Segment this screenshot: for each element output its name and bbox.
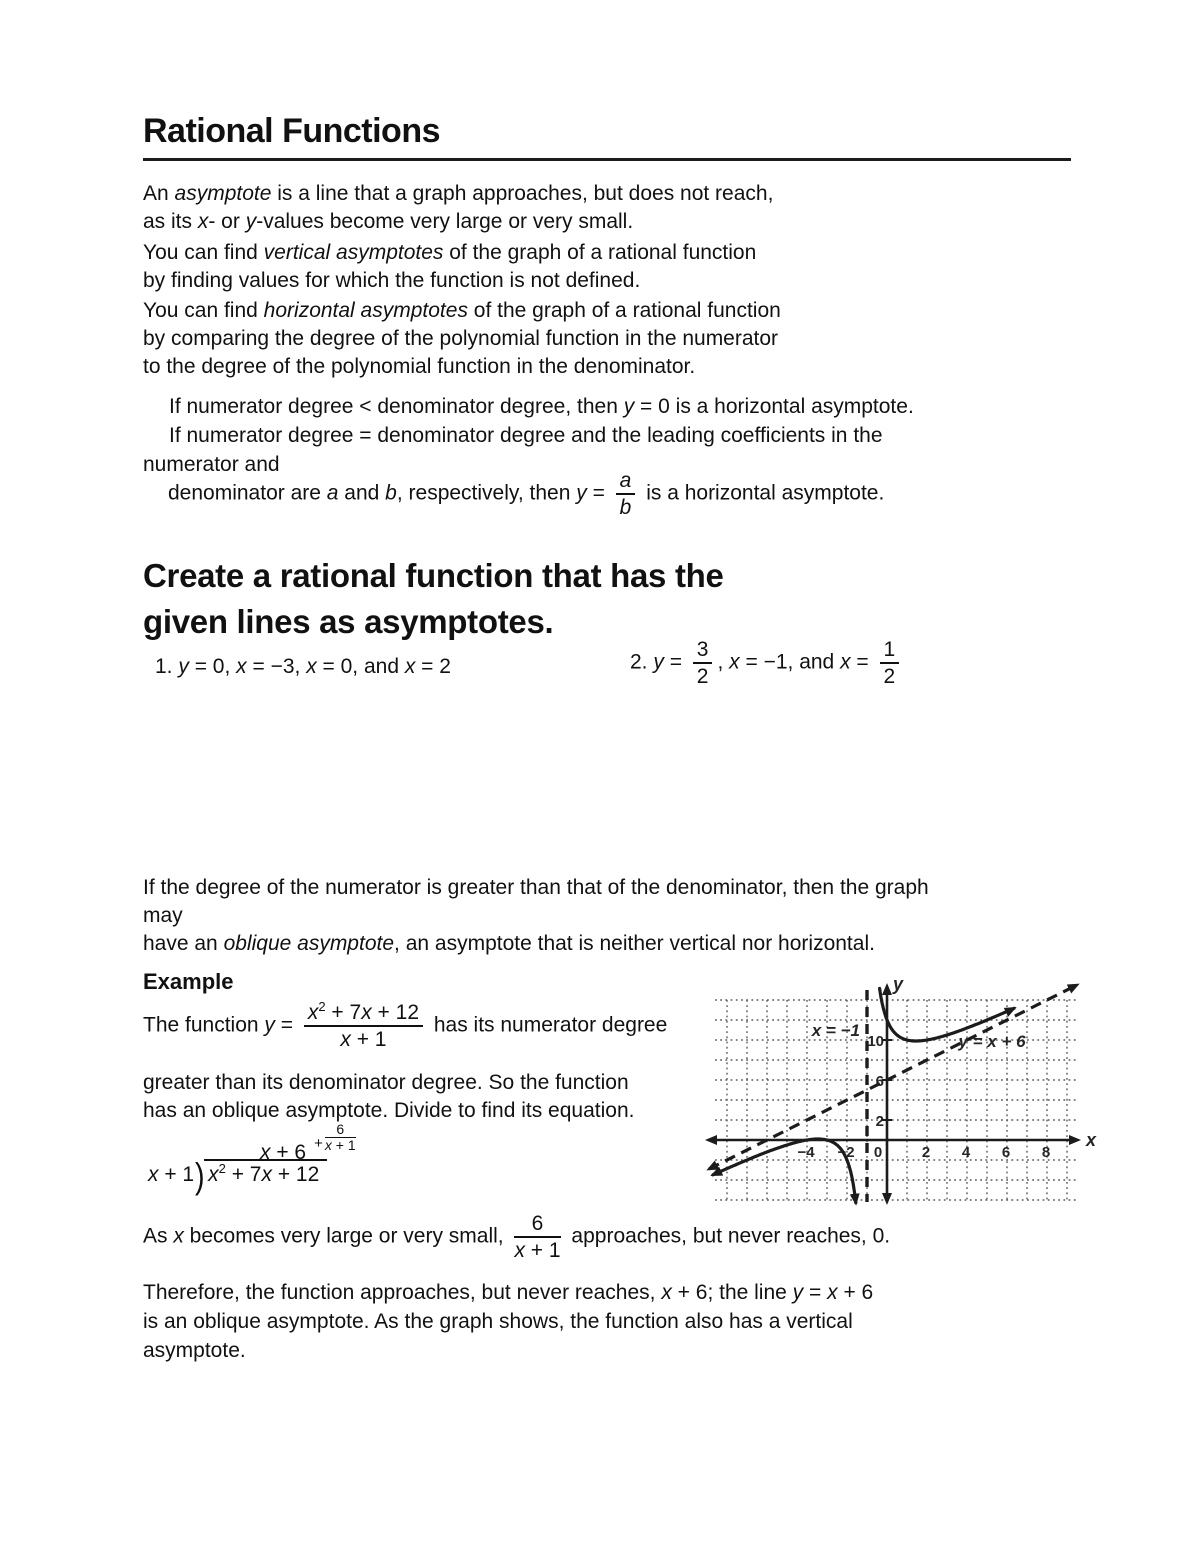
text-line: An asymptote is a line that a graph approaches, but does not reach, xyxy=(143,182,774,205)
paragraph-degree-conditions xyxy=(143,392,914,479)
text-line: is an oblique asymptote. As the graph shows, the function also has a vertical xyxy=(143,1310,853,1333)
fraction-denominator: x + 1 xyxy=(324,1136,356,1153)
fraction-function xyxy=(304,1001,423,1051)
long-division-quotient xyxy=(260,1121,356,1164)
text-segment: 2. y = xyxy=(630,650,688,674)
heading-line: Create a rational function that has the xyxy=(143,557,724,594)
fraction-numerator: 6 xyxy=(514,1212,560,1238)
paragraph-vertical-asymptotes xyxy=(143,239,756,295)
problem-item-2 xyxy=(630,638,904,688)
quotient-plus: + xyxy=(314,1134,323,1152)
text-line: greater than its denominator degree. So the function xyxy=(143,1071,629,1094)
svg-text:2: 2 xyxy=(875,1113,884,1130)
text-line: If numerator degree < denominator degree, then y = 0 is a horizontal asymptote. xyxy=(169,395,914,418)
paragraph-asymptote-definition xyxy=(143,180,773,236)
problem-item-1 xyxy=(155,655,451,679)
paragraph-as-x-becomes xyxy=(143,1212,890,1262)
svg-text:y = x + 6: y = x + 6 xyxy=(958,1032,1026,1051)
text-segment: approaches, but never reaches, 0. xyxy=(565,1224,891,1248)
page-title: Rational Functions xyxy=(143,112,440,150)
title-rule xyxy=(143,158,1071,161)
svg-text:x = −1: x = −1 xyxy=(811,1021,860,1040)
fraction-6-over-x-plus-1 xyxy=(514,1212,560,1262)
fraction-denominator: 2 xyxy=(883,665,896,689)
text-line: If the degree of the numerator is greater than that of the denominator, then the graph xyxy=(143,876,929,899)
text-line: numerator and xyxy=(143,453,280,476)
section-heading-create xyxy=(143,553,724,645)
fraction-numerator: $x^2 + 7x + 12$ xyxy=(304,1001,423,1027)
text-line: by finding values for which the function is not defined. xyxy=(143,269,641,292)
fraction-numerator: a xyxy=(616,469,636,495)
svg-text:2: 2 xyxy=(921,1144,931,1161)
fraction-denominator: b xyxy=(619,496,632,520)
paragraph-example-function xyxy=(143,1001,667,1051)
text-segment: denominator are a and b, respectively, then y = xyxy=(168,481,611,505)
division-paren: ) xyxy=(195,1155,204,1196)
fraction-1-over-2 xyxy=(880,638,900,688)
svg-text:10: 10 xyxy=(867,1033,884,1050)
text-line: by comparing the degree of the polynomial function in the numerator xyxy=(143,327,779,350)
paragraph-ab-fraction xyxy=(168,469,884,519)
paragraph-therefore xyxy=(143,1278,873,1365)
text-segment: has its numerator degree xyxy=(428,1013,668,1037)
svg-text:−2: −2 xyxy=(837,1144,855,1161)
text-line: may xyxy=(143,904,183,927)
division-divisor: x + 1 xyxy=(148,1163,195,1186)
text-line: to the degree of the polynomial function in the denominator. xyxy=(143,355,696,378)
svg-text:8: 8 xyxy=(1041,1144,1051,1161)
long-division-row xyxy=(148,1155,356,1197)
fraction-numerator: 3 xyxy=(693,638,713,664)
example-heading: Example xyxy=(143,969,234,994)
quotient-remainder-fraction xyxy=(325,1122,356,1152)
svg-text:6: 6 xyxy=(875,1073,884,1090)
text-line: asymptote. xyxy=(143,1339,246,1362)
paragraph-horizontal-asymptotes xyxy=(143,297,781,381)
text-line: You can find vertical asymptotes of the graph of a rational function xyxy=(143,241,757,264)
text-segment: is a horizontal asymptote. xyxy=(640,481,885,505)
text-line: has an oblique asymptote. Divide to find its equation. xyxy=(143,1099,635,1122)
fraction-a-over-b xyxy=(616,469,636,519)
heading-line: given lines as asymptotes. xyxy=(143,603,554,640)
text-line: have an oblique asymptote, an asymptote that is neither vertical nor horizontal. xyxy=(143,932,875,955)
text-line: You can find horizontal asymptotes of the graph of a rational function xyxy=(143,299,781,322)
svg-text:x: x xyxy=(1086,1130,1097,1150)
text-segment: 1. y = 0, x = −3, x = 0, and x = 2 xyxy=(155,655,451,678)
fraction-denominator: x + 1 xyxy=(340,1028,387,1052)
svg-text:y: y xyxy=(893,974,904,994)
function-graph xyxy=(698,970,1098,1212)
svg-text:4: 4 xyxy=(961,1144,971,1161)
text-segment: As x becomes very large or very small, xyxy=(143,1224,510,1248)
division-dividend: $x^2 + 7x + 12$ xyxy=(204,1159,327,1187)
svg-text:0: 0 xyxy=(873,1144,883,1161)
quotient-main: x + 6 xyxy=(260,1140,307,1164)
fraction-denominator: 2 xyxy=(696,665,709,689)
text-segment: The function y = xyxy=(143,1013,299,1037)
long-division xyxy=(148,1122,356,1197)
svg-text:6: 6 xyxy=(1001,1144,1011,1161)
fraction-3-over-2 xyxy=(693,638,713,688)
text-segment: , x = −1, and x = xyxy=(717,650,875,674)
fraction-numerator: 1 xyxy=(880,638,900,664)
svg-text:−4: −4 xyxy=(797,1144,815,1161)
text-line: Therefore, the function approaches, but never reaches, x + 6; the line y = x + 6 xyxy=(143,1281,874,1304)
paragraph-oblique-asymptote xyxy=(143,874,929,958)
text-line: as its x- or y-values become very large or very small. xyxy=(143,210,634,233)
text-line: If numerator degree = denominator degree and the leading coefficients in the xyxy=(169,424,883,447)
fraction-denominator: x + 1 xyxy=(514,1239,561,1263)
fraction-numerator: 6 xyxy=(325,1122,356,1138)
